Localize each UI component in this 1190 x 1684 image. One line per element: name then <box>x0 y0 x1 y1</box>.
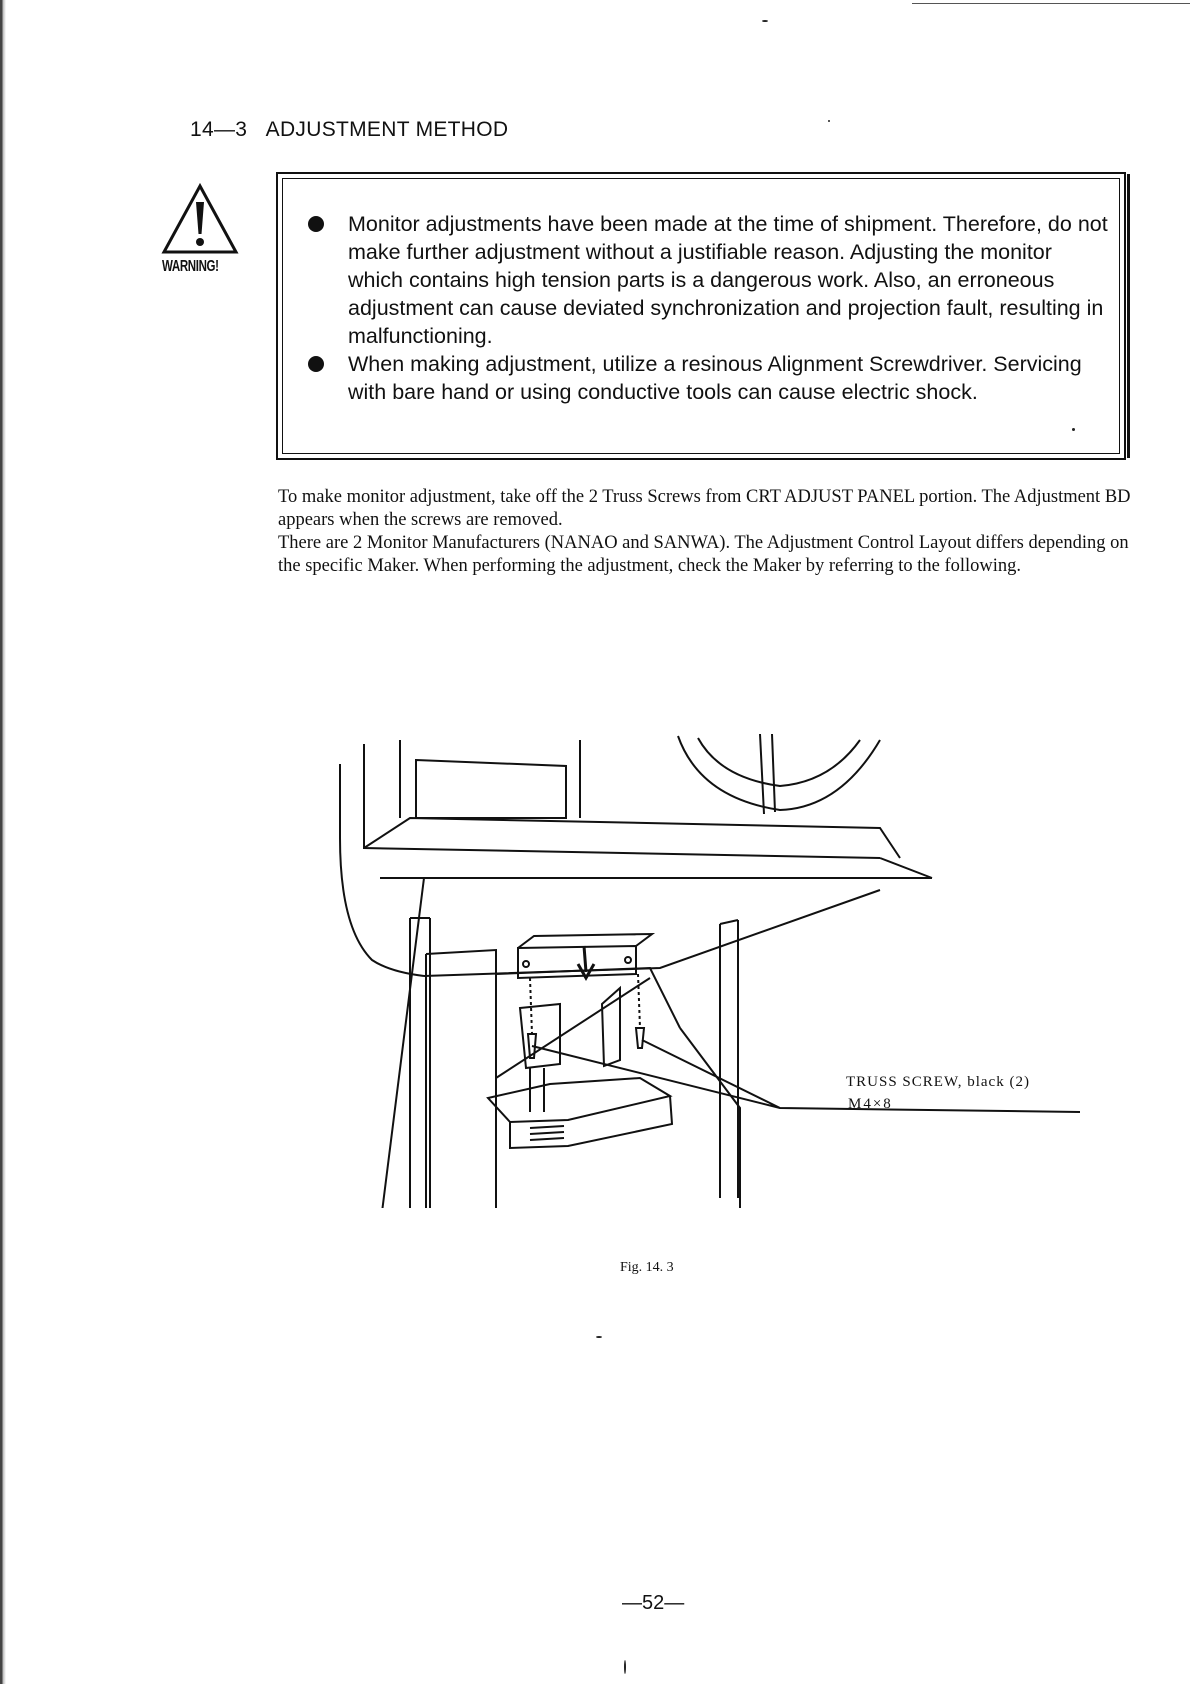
truss-screw-callout <box>846 1074 1030 1091</box>
scan-speck <box>624 1660 626 1674</box>
top-rule <box>912 3 1190 4</box>
page-number: —52— <box>622 1592 685 1614</box>
page-binding-edge <box>0 0 6 1684</box>
section-title: ADJUSTMENT METHOD <box>265 118 509 141</box>
warning-item-text: When making adjustment, utilize a resinous Alignment Screwdriver. Servicing with bare hand or using conductive tools can cause electric shock. <box>348 352 1082 404</box>
callout-line-1: TRUSS SCREW, black (2) <box>846 1074 1030 1090</box>
figure-caption: Fig. 14. 3 <box>620 1260 674 1275</box>
screw-size-callout <box>848 1096 893 1113</box>
section-heading <box>190 118 508 142</box>
intro-paragraph <box>278 486 1138 578</box>
section-number: 14—3 <box>190 118 248 141</box>
bullet-icon <box>308 356 324 372</box>
scan-speck <box>596 1336 602 1338</box>
bullet-icon <box>308 216 324 232</box>
cabinet-illustration <box>320 728 1080 1208</box>
callout-line-2: M4×8 <box>848 1096 893 1112</box>
scan-speck <box>762 20 768 22</box>
intro-line-1: To make monitor adjustment, take off the 2 Truss Screws from CRT ADJUST PANEL portion. The Adjustment BD appears when the screws are removed. <box>278 487 1131 530</box>
intro-line-2: There are 2 Monitor Manufacturers (NANAO and SANWA). The Adjustment Control Layout differs depending on the specific Maker. When performing the adjustment, check the Maker by referring to the following. <box>278 533 1129 576</box>
scan-speck <box>828 120 830 122</box>
warning-label: WARNING! <box>162 258 219 275</box>
warning-item-1 <box>308 210 1108 350</box>
warning-box <box>276 172 1126 460</box>
scan-speck <box>1072 428 1075 431</box>
warning-item-2 <box>308 350 1108 406</box>
warning-item-text: Monitor adjustments have been made at the time of shipment. Therefore, do not make further adjustment without a justifiable reason. Adjusting the monitor which contains high tension parts is a dangerous work. Also, an erroneous adjustment can cause deviated synchronization and projection fault, resulting in malfunctioning. <box>348 212 1108 348</box>
